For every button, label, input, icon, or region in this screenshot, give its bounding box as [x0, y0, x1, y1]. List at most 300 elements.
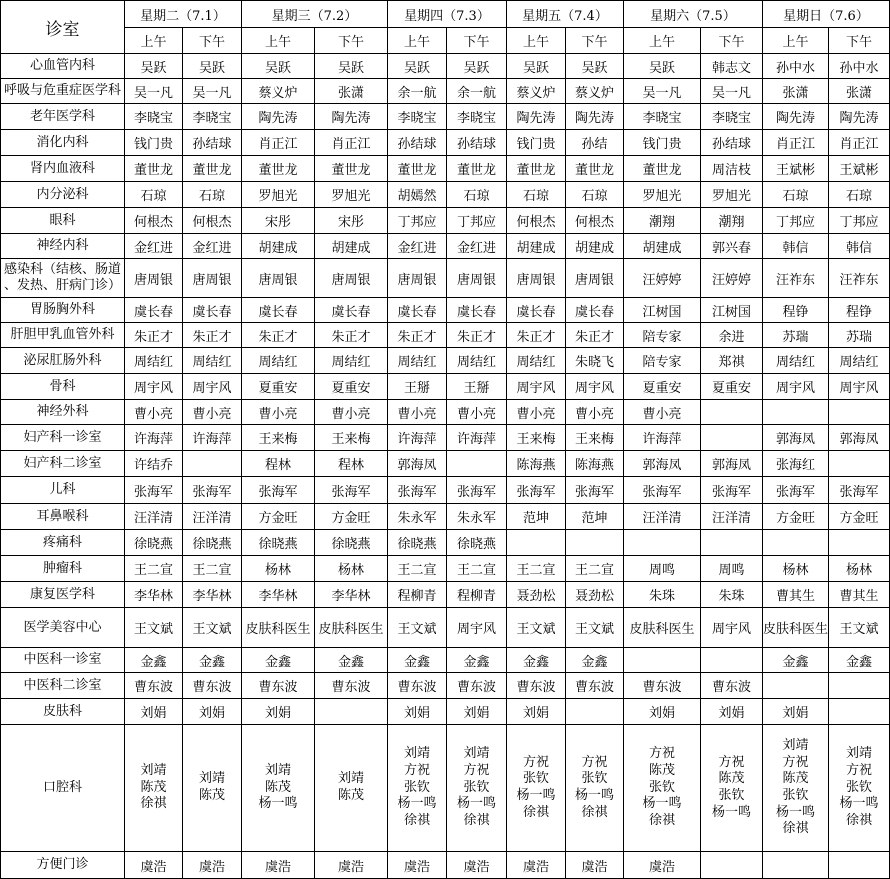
doctor-name: 王掰 [403, 381, 430, 396]
schedule-cell [315, 504, 388, 530]
schedule-cell [507, 79, 566, 104]
doctor-name: 朱正才 [516, 329, 556, 345]
session-header: 下午 [183, 28, 242, 54]
doctor-name: 唐周银 [397, 272, 437, 288]
schedule-cell [242, 699, 315, 725]
doctor-name: 曹东波 [574, 680, 614, 695]
schedule-cell [242, 323, 315, 348]
doctor-name: 刘靖 [845, 746, 872, 762]
schedule-cell [763, 323, 829, 348]
doctor-name: 李华林 [258, 589, 298, 604]
doctor-name: 朱正才 [456, 329, 496, 345]
schedule-cell [507, 582, 566, 608]
schedule-cell [829, 182, 890, 208]
doctor-name: 石琼 [522, 189, 549, 204]
schedule-cell [829, 130, 890, 156]
schedule-cell [447, 582, 507, 608]
schedule-cell [242, 400, 315, 425]
schedule-cell [763, 374, 829, 400]
doctor-name: 曹小亮 [574, 406, 614, 422]
doctor-name: 虞浩 [463, 859, 490, 875]
doctor-name: 李晓宝 [456, 111, 496, 126]
schedule-cell [183, 504, 242, 530]
schedule-cell [507, 298, 566, 323]
schedule-cell [624, 130, 701, 156]
doctor-name: 吴跃 [264, 60, 291, 76]
doctor-name: 刘靖 [782, 737, 809, 753]
schedule-cell [125, 400, 183, 425]
schedule-cell [125, 323, 183, 348]
doctor-name: 杨一鸣 [839, 796, 879, 812]
doctor-name: 董世龙 [456, 163, 496, 178]
doctor-name: 张潇 [845, 85, 872, 101]
doctor-name: 王斌彬 [775, 163, 815, 178]
doctor-name: 唐周银 [192, 272, 232, 288]
schedule-cell [183, 556, 242, 582]
schedule-cell [829, 673, 890, 699]
doctor-name: 董世龙 [258, 163, 298, 178]
doctor-name: 周结红 [839, 355, 879, 370]
schedule-cell [507, 608, 566, 648]
schedule-cell [242, 234, 315, 259]
doctor-name: 陈海燕 [574, 458, 614, 473]
session-header: 上午 [763, 28, 829, 54]
doctor-name: 李晓宝 [642, 111, 682, 126]
schedule-cell [447, 298, 507, 323]
doctor-name: 罗旭光 [331, 189, 371, 204]
schedule-cell [763, 400, 829, 425]
schedule-cell [829, 259, 890, 298]
schedule-cell [315, 182, 388, 208]
day-header: 星期四（7.3） [388, 1, 507, 28]
doctor-name: 张潇 [782, 85, 809, 101]
doctor-name: 王二宣 [192, 563, 232, 578]
doctor-name: 孙结球 [397, 137, 437, 152]
doctor-name: 许海萍 [397, 432, 437, 447]
schedule-cell [388, 608, 447, 648]
doctor-name: 程柳青 [456, 589, 496, 604]
doctor-name: 徐晓燕 [397, 537, 437, 552]
schedule-cell [763, 182, 829, 208]
schedule-cell [566, 130, 624, 156]
doctor-name: 陶先涛 [258, 111, 298, 126]
doctor-name: 刘靖 [403, 746, 430, 762]
department-name: 胃肠胸外科 [1, 298, 125, 323]
schedule-cell [315, 673, 388, 699]
schedule-cell [183, 182, 242, 208]
doctor-name: 方祝 [648, 746, 675, 762]
schedule-cell [183, 104, 242, 130]
schedule-cell [447, 648, 507, 673]
schedule-cell [242, 852, 315, 879]
doctor-name: 王二宣 [574, 563, 614, 578]
doctor-name: 方祝 [845, 762, 872, 778]
schedule-cell [566, 673, 624, 699]
schedule-cell [763, 725, 829, 852]
doctor-name: 徐祺 [581, 804, 608, 820]
schedule-cell [125, 699, 183, 725]
schedule-cell [242, 374, 315, 400]
doctor-name: 李晓宝 [192, 111, 232, 126]
schedule-cell [447, 104, 507, 130]
doctor-name: 江树国 [642, 304, 682, 320]
schedule-cell [624, 673, 701, 699]
doctor-name: 钱门贵 [642, 137, 682, 152]
doctor-name: 吴跃 [648, 60, 675, 76]
doctor-name: 汪婷婷 [711, 272, 751, 288]
schedule-cell [315, 451, 388, 477]
doctor-name: 杨一鸣 [775, 804, 815, 820]
schedule-cell [242, 182, 315, 208]
session-header: 上午 [624, 28, 701, 54]
schedule-cell [566, 451, 624, 477]
doctor-name: 张海军 [839, 484, 879, 500]
schedule-cell [507, 130, 566, 156]
doctor-name: 范坤 [581, 511, 608, 526]
doctor-name: 周结红 [775, 355, 815, 370]
schedule-cell [624, 530, 701, 556]
schedule-cell [624, 852, 701, 879]
department-name: 口腔科 [1, 725, 125, 852]
schedule-cell [566, 400, 624, 425]
doctor-name: 石琼 [463, 189, 490, 204]
schedule-cell [447, 477, 507, 504]
doctor-name: 肖正江 [258, 137, 298, 152]
doctor-name: 虞长春 [192, 304, 232, 320]
doctor-name: 张钦 [782, 788, 809, 803]
schedule-cell [507, 156, 566, 182]
doctor-name: 王二宣 [397, 563, 437, 578]
doctor-name: 许海萍 [642, 432, 682, 447]
schedule-cell [242, 208, 315, 234]
doctor-name: 金鑫 [198, 654, 225, 670]
department-name: 妇产科一诊室 [1, 425, 125, 451]
schedule-cell [315, 530, 388, 556]
doctor-name: 周宇风 [711, 622, 751, 637]
doctor-name: 丁邦应 [456, 215, 496, 230]
schedule-cell [763, 104, 829, 130]
doctor-name: 曹小亮 [258, 406, 298, 422]
schedule-cell [566, 852, 624, 879]
doctor-name: 虞长春 [133, 304, 173, 320]
schedule-cell [566, 425, 624, 451]
doctor-name: 吴跃 [403, 60, 430, 76]
schedule-cell [242, 298, 315, 323]
doctor-name: 杨林 [845, 563, 872, 578]
doctor-name: 王文斌 [192, 622, 232, 637]
schedule-cell [701, 504, 763, 530]
doctor-name: 虞长春 [258, 304, 298, 320]
doctor-name: 董世龙 [133, 163, 173, 178]
doctor-name: 朱永军 [456, 511, 496, 526]
schedule-cell [763, 504, 829, 530]
doctor-name: 张海军 [456, 484, 496, 500]
doctor-name: 张海军 [133, 484, 173, 500]
schedule-cell [242, 156, 315, 182]
schedule-cell [388, 699, 447, 725]
doctor-name: 张海军 [711, 484, 751, 500]
doctor-name: 程柳青 [397, 589, 437, 604]
schedule-cell [125, 608, 183, 648]
doctor-name: 周宇风 [456, 622, 496, 637]
schedule-cell [315, 477, 388, 504]
schedule-cell [624, 699, 701, 725]
schedule-cell [829, 451, 890, 477]
doctor-name: 钱门贵 [516, 137, 556, 152]
department-name: 疼痛科 [1, 530, 125, 556]
doctor-name: 刘娟 [403, 706, 430, 721]
schedule-cell [566, 556, 624, 582]
schedule-cell [701, 130, 763, 156]
doctor-name: 杨一鸣 [258, 796, 298, 812]
doctor-name: 汪洋清 [711, 511, 751, 526]
schedule-cell [701, 530, 763, 556]
schedule-cell [701, 79, 763, 104]
doctor-name: 王斌彬 [839, 163, 879, 178]
schedule-cell [763, 79, 829, 104]
doctor-name: 刘娟 [463, 706, 490, 721]
doctor-name: 杨林 [264, 563, 291, 578]
schedule-cell [624, 451, 701, 477]
doctor-name: 吴一凡 [642, 85, 682, 101]
doctor-name: 张钦 [522, 771, 549, 787]
doctor-name: 虞长春 [574, 304, 614, 320]
schedule-cell [315, 425, 388, 451]
doctor-name: 王来梅 [574, 432, 614, 447]
doctor-name: 杨一鸣 [456, 796, 496, 812]
schedule-cell [315, 234, 388, 259]
schedule-cell [829, 79, 890, 104]
doctor-name: 许海萍 [456, 432, 496, 447]
schedule-cell [829, 348, 890, 374]
schedule-cell [763, 530, 829, 556]
doctor-name: 虞浩 [403, 859, 430, 875]
doctor-name: 曹小亮 [456, 406, 496, 422]
department-name: 骨科 [1, 374, 125, 400]
schedule-cell [447, 425, 507, 451]
doctor-name: 胡建成 [258, 240, 298, 256]
schedule-cell [763, 208, 829, 234]
doctor-name: 蔡义炉 [258, 85, 298, 101]
schedule-cell [183, 451, 242, 477]
doctor-name: 方祝 [782, 754, 809, 770]
schedule-cell [829, 400, 890, 425]
doctor-name: 徐晓燕 [133, 537, 173, 552]
schedule-cell [315, 348, 388, 374]
schedule-cell [388, 477, 447, 504]
schedule-cell [315, 852, 388, 879]
doctor-name: 金鑫 [463, 654, 490, 670]
doctor-name: 余进 [718, 329, 745, 345]
schedule-cell [388, 725, 447, 852]
schedule-cell [507, 182, 566, 208]
schedule-cell [447, 259, 507, 298]
doctor-name: 曹小亮 [331, 406, 371, 422]
schedule-cell [701, 208, 763, 234]
session-header: 上午 [242, 28, 315, 54]
session-header: 下午 [701, 28, 763, 54]
doctor-name: 罗旭光 [642, 189, 682, 204]
doctor-name: 董世龙 [516, 163, 556, 178]
schedule-cell [242, 259, 315, 298]
schedule-cell [242, 79, 315, 104]
schedule-cell [125, 504, 183, 530]
doctor-name: 虞长春 [331, 304, 371, 320]
schedule-cell [829, 725, 890, 852]
doctor-name: 孙结 [581, 137, 608, 152]
schedule-cell [763, 477, 829, 504]
doctor-name: 唐周银 [516, 272, 556, 288]
doctor-name: 杨林 [782, 563, 809, 578]
doctor-name: 徐祺 [845, 813, 872, 829]
schedule-cell [315, 298, 388, 323]
doctor-name: 徐祺 [463, 813, 490, 829]
doctor-name: 韩信 [845, 240, 872, 256]
schedule-cell [315, 208, 388, 234]
schedule-cell [183, 852, 242, 879]
doctor-name: 蔡义炉 [574, 85, 614, 101]
schedule-cell [447, 208, 507, 234]
doctor-name: 周结红 [397, 355, 437, 370]
doctor-name: 刘娟 [140, 706, 167, 721]
schedule-cell [125, 374, 183, 400]
schedule-cell [829, 648, 890, 673]
department-name: 眼科 [1, 208, 125, 234]
doctor-name: 张钦 [648, 779, 675, 795]
doctor-name: 王二宣 [133, 563, 173, 578]
schedule-cell [388, 556, 447, 582]
doctor-name: 许海萍 [133, 432, 173, 447]
schedule-cell [388, 425, 447, 451]
doctor-name: 徐祺 [403, 813, 430, 829]
doctor-name: 程林 [337, 458, 364, 473]
schedule-cell [701, 234, 763, 259]
doctor-name: 杨一鸣 [574, 788, 614, 803]
schedule-cell [388, 130, 447, 156]
doctor-name: 金鑫 [403, 654, 430, 670]
schedule-cell [763, 699, 829, 725]
schedule-cell [624, 582, 701, 608]
schedule-cell [507, 234, 566, 259]
schedule-cell [624, 298, 701, 323]
schedule-cell [125, 348, 183, 374]
doctor-name: 董世龙 [331, 163, 371, 178]
schedule-cell [507, 477, 566, 504]
schedule-cell [507, 852, 566, 879]
schedule-cell [763, 348, 829, 374]
schedule-cell [315, 79, 388, 104]
schedule-cell [507, 556, 566, 582]
doctor-name: 周结红 [133, 355, 173, 370]
department-name: 内分泌科 [1, 182, 125, 208]
department-name: 康复医学科 [1, 582, 125, 608]
doctor-name: 肖正江 [775, 137, 815, 152]
schedule-cell [242, 504, 315, 530]
schedule-cell [388, 259, 447, 298]
schedule-cell [125, 425, 183, 451]
doctor-name: 汪洋清 [642, 511, 682, 526]
doctor-name: 程铮 [782, 304, 809, 320]
doctor-name: 曹其生 [775, 589, 815, 604]
schedule-cell [566, 104, 624, 130]
doctor-name: 李华林 [331, 589, 371, 604]
doctor-name: 曹东波 [331, 680, 371, 695]
schedule-cell [829, 477, 890, 504]
doctor-name: 石琼 [140, 189, 167, 204]
schedule-cell [183, 582, 242, 608]
doctor-name: 郭兴春 [711, 240, 751, 256]
schedule-cell [315, 648, 388, 673]
doctor-name: 朱正才 [258, 329, 298, 345]
doctor-name: 郭海凤 [839, 432, 879, 447]
doctor-name: 张海军 [331, 484, 371, 500]
doctor-name: 董世龙 [192, 163, 232, 178]
schedule-cell [507, 400, 566, 425]
doctor-name: 王二宣 [516, 563, 556, 578]
schedule-cell [183, 374, 242, 400]
doctor-name: 虞浩 [198, 859, 225, 875]
schedule-cell [507, 530, 566, 556]
schedule-cell [125, 852, 183, 879]
day-header: 星期六（7.5） [624, 1, 763, 28]
doctor-name: 汪祚东 [775, 272, 815, 288]
schedule-cell [763, 673, 829, 699]
schedule-cell [242, 582, 315, 608]
doctor-name: 杨林 [337, 563, 364, 578]
department-name: 中医科一诊室 [1, 648, 125, 673]
schedule-cell [829, 54, 890, 79]
doctor-name: 陶先涛 [516, 111, 556, 126]
department-name: 呼吸与危重症医学科 [1, 79, 125, 104]
doctor-name: 郭海凤 [775, 432, 815, 447]
doctor-name: 张钦 [403, 779, 430, 795]
schedule-cell [125, 673, 183, 699]
doctor-name: 刘靖 [198, 771, 225, 787]
department-name: 中医科二诊室 [1, 673, 125, 699]
schedule-cell [566, 530, 624, 556]
doctor-name: 周宇风 [516, 381, 556, 396]
schedule-cell [701, 54, 763, 79]
schedule-cell [388, 374, 447, 400]
schedule-cell [763, 156, 829, 182]
doctor-name: 蔡义炉 [516, 85, 556, 101]
schedule-cell [242, 725, 315, 852]
schedule-cell [624, 556, 701, 582]
doctor-name: 张钦 [845, 779, 872, 795]
doctor-name: 郭海凤 [397, 458, 437, 473]
doctor-name: 周结红 [516, 355, 556, 370]
schedule-cell [388, 852, 447, 879]
schedule-cell [183, 608, 242, 648]
doctor-name: 曹东波 [456, 680, 496, 695]
schedule-cell [388, 54, 447, 79]
schedule-cell [701, 477, 763, 504]
schedule-cell [447, 130, 507, 156]
schedule-cell [624, 323, 701, 348]
schedule-cell [447, 156, 507, 182]
doctor-name: 石琼 [845, 189, 872, 204]
doctor-name: 余一航 [397, 85, 437, 101]
schedule-cell [447, 79, 507, 104]
doctor-name: 杨一鸣 [516, 788, 556, 803]
doctor-name: 陪专家 [642, 329, 682, 345]
schedule-cell [447, 348, 507, 374]
doctor-name: 金鑫 [522, 654, 549, 670]
schedule-cell [624, 104, 701, 130]
schedule-cell [624, 234, 701, 259]
doctor-name: 张海军 [642, 484, 682, 500]
doctor-name: 王文斌 [574, 622, 614, 637]
